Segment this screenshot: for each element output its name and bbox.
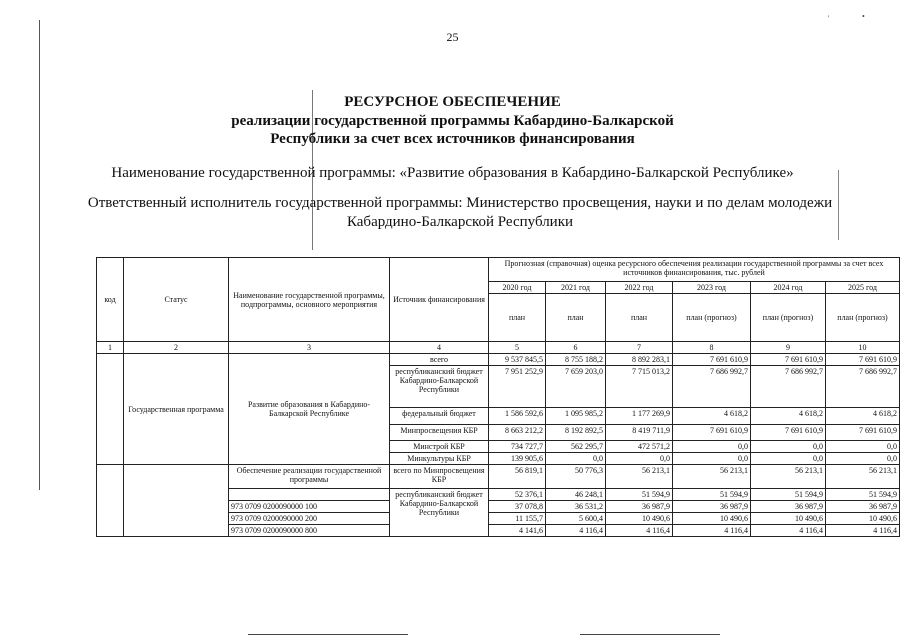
row-value: 0,0 xyxy=(826,441,900,453)
row-value: 36 987,9 xyxy=(826,501,900,513)
program-name: Наименование государственной программы: «Развитие образования в Кабардино-Балкарской Республике» xyxy=(111,165,794,181)
row-value: 51 594,9 xyxy=(606,489,673,501)
header-year: 2020 год xyxy=(489,282,546,294)
row-value: 56 213,1 xyxy=(826,465,900,489)
row-status: Государственная программа xyxy=(124,354,229,465)
row-value: 8 663 212,2 xyxy=(489,425,546,441)
header-plan-type: план (прогноз) xyxy=(826,294,900,342)
header-plan-type: план (прогноз) xyxy=(751,294,826,342)
scan-mark: • xyxy=(862,12,865,21)
header-kod: код xyxy=(97,258,124,342)
row-value: 8 755 188,2 xyxy=(546,354,606,366)
row-value: 7 951 252,9 xyxy=(489,366,546,408)
row-source: всего по Минпросвещения КБР xyxy=(390,465,489,489)
header-plan-type: план xyxy=(546,294,606,342)
row-value: 4 618,2 xyxy=(673,408,751,425)
row-value: 4 116,4 xyxy=(546,525,606,537)
row-value: 36 987,9 xyxy=(606,501,673,513)
row-value: 56 819,1 xyxy=(489,465,546,489)
row-code: 973 0709 0200090000 100 xyxy=(229,501,390,513)
row-kod xyxy=(97,354,124,465)
responsible-executor: Ответственный исполнитель государственной программы: Министерство просвещения, науки и по делам молодежи Кабардино-Балкарской Республики xyxy=(87,195,833,230)
column-number: 5 xyxy=(489,342,546,354)
header-forecast: Прогнозная (справочная) оценка ресурсного обеспечения реализации государственной программы за счет всех источников финансирования, тыс. рублей xyxy=(489,258,900,282)
table-row xyxy=(97,465,900,489)
column-number: 2 xyxy=(124,342,229,354)
table-row xyxy=(97,354,900,366)
row-value: 9 537 845,5 xyxy=(489,354,546,366)
row-value: 0,0 xyxy=(673,453,751,465)
row-value: 8 192 892,5 xyxy=(546,425,606,441)
document-title-line3: Республики за счет всех источников финансирования xyxy=(270,131,635,147)
row-value: 36 531,2 xyxy=(546,501,606,513)
row-value: 734 727,7 xyxy=(489,441,546,453)
row-value: 7 691 610,9 xyxy=(751,425,826,441)
row-value: 52 376,1 xyxy=(489,489,546,501)
header-plan-type: план (прогноз) xyxy=(673,294,751,342)
header-year: 2025 год xyxy=(826,282,900,294)
row-value: 0,0 xyxy=(546,453,606,465)
row-value: 0,0 xyxy=(673,441,751,453)
row-value: 4 116,4 xyxy=(751,525,826,537)
row-value: 51 594,9 xyxy=(751,489,826,501)
row-status xyxy=(124,465,229,537)
row-value: 4 116,4 xyxy=(826,525,900,537)
row-value: 56 213,1 xyxy=(751,465,826,489)
row-source: федеральный бюджет xyxy=(390,408,489,425)
scan-bottom-line xyxy=(248,634,408,635)
row-value: 4 116,4 xyxy=(606,525,673,537)
row-value: 8 892 283,1 xyxy=(606,354,673,366)
row-source: всего xyxy=(390,354,489,366)
row-value: 7 659 203,0 xyxy=(546,366,606,408)
row-code: 973 0709 0200090000 200 xyxy=(229,513,390,525)
row-value: 36 987,9 xyxy=(673,501,751,513)
row-value: 472 571,2 xyxy=(606,441,673,453)
header-year: 2024 год xyxy=(751,282,826,294)
page-number: 25 xyxy=(446,30,459,44)
row-value: 51 594,9 xyxy=(826,489,900,501)
scan-mark: ' xyxy=(828,14,830,23)
row-code: 973 0709 0200090000 800 xyxy=(229,525,390,537)
column-number: 3 xyxy=(229,342,390,354)
header-plan-type: план xyxy=(489,294,546,342)
row-value: 10 490,6 xyxy=(826,513,900,525)
row-source: республиканский бюджет Кабардино-Балкарской Республики xyxy=(390,366,489,408)
row-code xyxy=(229,489,390,501)
row-name: Обеспечение реализации государственной программы xyxy=(229,465,390,489)
row-value: 7 686 992,7 xyxy=(673,366,751,408)
row-value: 7 686 992,7 xyxy=(751,366,826,408)
row-value: 4 141,6 xyxy=(489,525,546,537)
row-value: 10 490,6 xyxy=(751,513,826,525)
row-value: 7 691 610,9 xyxy=(673,354,751,366)
row-value: 10 490,6 xyxy=(673,513,751,525)
header-year: 2022 год xyxy=(606,282,673,294)
row-value: 7 686 992,7 xyxy=(826,366,900,408)
row-value: 0,0 xyxy=(606,453,673,465)
row-value: 0,0 xyxy=(751,453,826,465)
header-status: Статус xyxy=(124,258,229,342)
row-value: 46 248,1 xyxy=(546,489,606,501)
document-title-line2: реализации государственной программы Кабардино-Балкарской xyxy=(231,113,674,129)
column-number: 4 xyxy=(390,342,489,354)
header-plan-type: план xyxy=(606,294,673,342)
header-source: Источник финансирования xyxy=(390,258,489,342)
row-value: 11 155,7 xyxy=(489,513,546,525)
row-value: 1 095 985,2 xyxy=(546,408,606,425)
row-value: 139 905,6 xyxy=(489,453,546,465)
row-source: республиканский бюджет Кабардино-Балкарской Республики xyxy=(390,489,489,537)
scan-bottom-line-right xyxy=(580,634,720,635)
header-name: Наименование государственной программы, подпрограммы, основного мероприятия xyxy=(229,258,390,342)
row-value: 0,0 xyxy=(826,453,900,465)
row-value: 1 586 592,6 xyxy=(489,408,546,425)
row-value: 1 177 269,9 xyxy=(606,408,673,425)
row-value: 36 987,9 xyxy=(751,501,826,513)
row-name: Развитие образования в Кабардино-Балкарской Республике xyxy=(229,354,390,465)
row-source: Минкультуры КБР xyxy=(390,453,489,465)
header-year: 2023 год xyxy=(673,282,751,294)
row-value: 0,0 xyxy=(751,441,826,453)
row-kod xyxy=(97,465,124,537)
row-value: 8 419 711,9 xyxy=(606,425,673,441)
document-title: РЕСУРСНОЕ ОБЕСПЕЧЕНИЕ xyxy=(344,94,561,110)
column-number: 10 xyxy=(826,342,900,354)
row-value: 56 213,1 xyxy=(606,465,673,489)
row-value: 7 691 610,9 xyxy=(751,354,826,366)
row-value: 7 715 013,2 xyxy=(606,366,673,408)
row-value: 4 618,2 xyxy=(826,408,900,425)
column-number: 9 xyxy=(751,342,826,354)
column-number: 1 xyxy=(97,342,124,354)
row-value: 7 691 610,9 xyxy=(826,425,900,441)
row-value: 50 776,3 xyxy=(546,465,606,489)
header-year: 2021 год xyxy=(546,282,606,294)
column-number: 6 xyxy=(546,342,606,354)
row-value: 7 691 610,9 xyxy=(826,354,900,366)
row-value: 4 116,4 xyxy=(673,525,751,537)
column-number: 8 xyxy=(673,342,751,354)
column-number: 7 xyxy=(606,342,673,354)
row-source: Минстрой КБР xyxy=(390,441,489,453)
row-value: 37 078,8 xyxy=(489,501,546,513)
row-value: 562 295,7 xyxy=(546,441,606,453)
row-source: Минпросвещения КБР xyxy=(390,425,489,441)
row-value: 4 618,2 xyxy=(751,408,826,425)
row-value: 7 691 610,9 xyxy=(673,425,751,441)
row-value: 10 490,6 xyxy=(606,513,673,525)
resource-table xyxy=(96,257,900,537)
row-value: 51 594,9 xyxy=(673,489,751,501)
row-value: 5 600,4 xyxy=(546,513,606,525)
row-value: 56 213,1 xyxy=(673,465,751,489)
scan-left-line xyxy=(39,20,40,490)
